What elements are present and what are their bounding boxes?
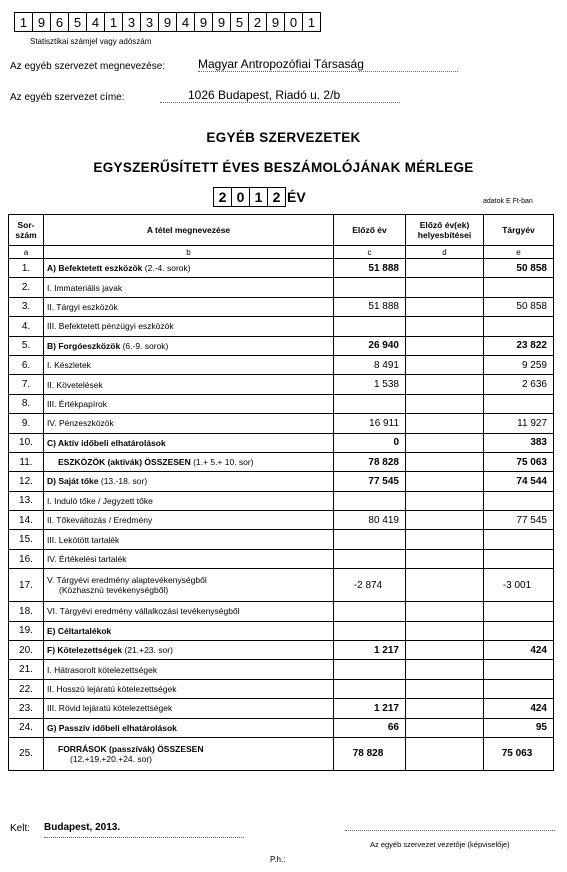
table-row: [9, 660, 554, 679]
row-current-year: 50 858: [484, 297, 554, 316]
row-label-text: (6.-9. sorok): [120, 340, 169, 351]
row-number: 6.: [9, 355, 44, 374]
letter-e: e: [484, 246, 554, 259]
row-prev-year: [334, 621, 406, 640]
row-label-text: V. Tárgyévi eredmény alaptevékenységből: [47, 575, 207, 586]
stat-digit: 6: [50, 13, 68, 31]
row-number: 14.: [9, 511, 44, 530]
row-number: 12.: [9, 472, 44, 491]
year-box: [213, 187, 286, 207]
row-correction: [406, 699, 484, 718]
row-label-bold: F) Kötelezettségek: [47, 645, 123, 656]
row-label-text: (21.+23. sor): [122, 645, 173, 656]
row-label-text: I. Immateriális javak: [47, 282, 123, 293]
row-prev-year: [334, 317, 406, 336]
year-digit: 1: [249, 188, 267, 206]
row-current-year: [484, 491, 554, 510]
row-label: [44, 259, 334, 278]
stat-digit: 1: [104, 13, 122, 31]
row-number: 4.: [9, 317, 44, 336]
stat-digit: 9: [266, 13, 284, 31]
table-row: [9, 278, 554, 297]
signer-label: Az egyéb szervezet vezetője (képviselője): [370, 840, 510, 849]
row-prev-year: 26 940: [334, 336, 406, 355]
row-prev-year: 16 911: [334, 414, 406, 433]
row-label: [44, 549, 334, 568]
stat-digit: 4: [86, 13, 104, 31]
kelt-label: Kelt:: [10, 823, 31, 834]
row-label-text: III. Lekötött tartalék: [47, 534, 120, 545]
row-label-bold: ESZKÖZÖK (aktívák) ÖSSZESEN: [58, 457, 191, 468]
row-current-year: 9 259: [484, 355, 554, 374]
row-label-bold: B) Forgóeszközök: [47, 340, 121, 351]
header-prev-year: Előző év: [334, 215, 406, 246]
org-name-label: Az egyéb szervezet megnevezése:: [10, 61, 166, 72]
row-label-bold: D) Saját tőke: [47, 476, 99, 487]
letter-c: c: [334, 246, 406, 259]
row-correction: [406, 355, 484, 374]
stat-number-box: [14, 12, 321, 32]
row-correction: [406, 278, 484, 297]
row-label-text: (2.-4. sorok): [142, 263, 191, 274]
row-current-year: [484, 660, 554, 679]
header-item-name: A tétel megnevezése: [44, 215, 334, 246]
row-label: [44, 660, 334, 679]
row-correction: [406, 375, 484, 394]
year-suffix: ÉV: [287, 189, 306, 205]
row-label-text: (13.-18. sor): [98, 476, 148, 487]
table-row: [9, 621, 554, 640]
row-number: 10.: [9, 433, 44, 452]
stat-digit: 3: [140, 13, 158, 31]
row-current-year: [484, 602, 554, 621]
unit-note: adatok E Ft-ban: [483, 198, 533, 205]
row-correction: [406, 259, 484, 278]
row-prev-year: 0: [334, 433, 406, 452]
row-label: [44, 375, 334, 394]
table-row: [9, 491, 554, 510]
header-row-no: Sor-szám: [9, 215, 44, 246]
row-correction: [406, 549, 484, 568]
row-label-text: I. Készletek: [47, 360, 91, 371]
row-prev-year: 78 828: [334, 737, 406, 770]
year-digit: 0: [231, 188, 249, 206]
header-corrections: Előző év(ek) helyesbítései: [406, 215, 484, 246]
row-correction: [406, 718, 484, 737]
row-current-year: 2 636: [484, 375, 554, 394]
row-label: [44, 355, 334, 374]
row-label: [44, 679, 334, 698]
stamp-label: P.h.:: [270, 855, 286, 864]
row-label: [44, 511, 334, 530]
table-row: [9, 414, 554, 433]
title-line1: EGYÉB SZERVEZETEK: [206, 130, 361, 145]
row-label-text: III. Értékpapírok: [47, 398, 107, 409]
table-row: [9, 336, 554, 355]
table-header-row: [9, 215, 554, 246]
row-current-year: 75 063: [484, 737, 554, 770]
table-row: [9, 259, 554, 278]
stat-digit: 9: [32, 13, 50, 31]
stat-digit: 4: [176, 13, 194, 31]
row-label: [44, 718, 334, 737]
row-label: [44, 336, 334, 355]
letter-a: a: [9, 246, 44, 259]
row-number: 8.: [9, 394, 44, 413]
stat-digit: 0: [284, 13, 302, 31]
row-prev-year: 51 888: [334, 297, 406, 316]
row-number: 16.: [9, 549, 44, 568]
row-correction: [406, 472, 484, 491]
row-label: [44, 433, 334, 452]
row-prev-year: 66: [334, 718, 406, 737]
row-number: 19.: [9, 621, 44, 640]
table-letter-row: [9, 246, 554, 259]
row-number: 2.: [9, 278, 44, 297]
table-row: [9, 679, 554, 698]
stat-digit: 3: [122, 13, 140, 31]
row-label: [44, 602, 334, 621]
row-correction: [406, 491, 484, 510]
org-address: 1026 Budapest, Riadó u. 2/b: [160, 88, 400, 103]
row-label-text: II. Követelések: [47, 379, 103, 390]
row-label: [44, 394, 334, 413]
row-correction: [406, 737, 484, 770]
row-label: [44, 414, 334, 433]
row-label-text: VI. Tárgyévi eredmény vállalkozási tevékenységből: [47, 606, 240, 617]
row-prev-year: 1 217: [334, 641, 406, 660]
table-row: [9, 718, 554, 737]
row-label: [44, 278, 334, 297]
row-current-year: 424: [484, 641, 554, 660]
org-address-label: Az egyéb szervezet címe:: [10, 92, 125, 103]
row-label-bold: G) Passzív időbeli elhatárolások: [47, 722, 177, 733]
row-label-bold: FORRÁSOK (passzívák) ÖSSZESEN: [58, 743, 204, 754]
table-row: [9, 602, 554, 621]
row-current-year: 11 927: [484, 414, 554, 433]
row-label: [44, 621, 334, 640]
row-label: [44, 317, 334, 336]
row-label: [44, 569, 334, 602]
row-prev-year: [334, 491, 406, 510]
row-prev-year: 78 828: [334, 452, 406, 471]
stat-digit: 1: [302, 13, 320, 31]
stat-digit: 9: [212, 13, 230, 31]
row-prev-year: [334, 602, 406, 621]
row-label-text: II. Tárgyi eszközök: [47, 301, 118, 312]
stat-digit: 2: [248, 13, 266, 31]
table-row: [9, 472, 554, 491]
row-label-sub: (Közhasznú tevékenységből): [59, 585, 169, 596]
letter-b: b: [44, 246, 334, 259]
row-label-sub: (12.+19.+20.+24. sor): [70, 753, 152, 764]
row-current-year: 95: [484, 718, 554, 737]
stat-digit: 9: [158, 13, 176, 31]
row-current-year: [484, 679, 554, 698]
row-number: 20.: [9, 641, 44, 660]
row-current-year: [484, 394, 554, 413]
table-row: [9, 699, 554, 718]
row-number: 23.: [9, 699, 44, 718]
row-current-year: [484, 317, 554, 336]
row-correction: [406, 452, 484, 471]
row-label-text: IV. Pénzeszközök: [47, 418, 114, 429]
row-number: 22.: [9, 679, 44, 698]
row-correction: [406, 317, 484, 336]
row-current-year: 75 063: [484, 452, 554, 471]
row-prev-year: 8 491: [334, 355, 406, 374]
year-digit: 2: [218, 189, 227, 205]
row-prev-year: [334, 278, 406, 297]
row-label-text: (1.+ 5.+ 10. sor): [190, 457, 254, 468]
table-row: [9, 394, 554, 413]
row-current-year: 74 544: [484, 472, 554, 491]
row-label: [44, 491, 334, 510]
row-correction: [406, 511, 484, 530]
row-correction: [406, 530, 484, 549]
row-prev-year: -2 874: [334, 569, 406, 602]
row-label-text: I. Hátrasorolt kötelezettségek: [47, 664, 158, 675]
row-prev-year: 77 545: [334, 472, 406, 491]
header-current-year: Tárgyév: [484, 215, 554, 246]
row-prev-year: [334, 660, 406, 679]
row-number: 18.: [9, 602, 44, 621]
table-row: [9, 511, 554, 530]
row-prev-year: [334, 530, 406, 549]
table-row: [9, 433, 554, 452]
table-row: [9, 737, 554, 770]
row-label: [44, 641, 334, 660]
table-row: [9, 549, 554, 568]
row-current-year: [484, 621, 554, 640]
row-label-text: II. Hosszú lejáratú kötelezettségek: [47, 684, 177, 694]
row-label: [44, 297, 334, 316]
row-number: 7.: [9, 375, 44, 394]
title-line2: EGYSZERŰSÍTETT ÉVES BESZÁMOLÓJÁNAK MÉRLEGE: [93, 160, 474, 175]
row-current-year: 23 822: [484, 336, 554, 355]
row-number: 11.: [9, 452, 44, 471]
table-row: [9, 452, 554, 471]
row-number: 25.: [9, 737, 44, 770]
row-prev-year: 80 419: [334, 511, 406, 530]
row-number: 21.: [9, 660, 44, 679]
row-number: 15.: [9, 530, 44, 549]
row-label: [44, 530, 334, 549]
row-number: 9.: [9, 414, 44, 433]
table-row: [9, 355, 554, 374]
row-correction: [406, 394, 484, 413]
row-current-year: -3 001: [484, 569, 554, 602]
row-prev-year: 1 217: [334, 699, 406, 718]
row-current-year: 50 858: [484, 259, 554, 278]
row-label-text: II. Tőkeváltozás / Eredmény: [47, 515, 153, 526]
row-prev-year: 1 538: [334, 375, 406, 394]
row-correction: [406, 602, 484, 621]
balance-table: [8, 214, 554, 771]
row-correction: [406, 660, 484, 679]
stat-digit: 5: [230, 13, 248, 31]
table-row: [9, 530, 554, 549]
row-correction: [406, 621, 484, 640]
row-correction: [406, 433, 484, 452]
table-row: [9, 317, 554, 336]
row-label: [44, 472, 334, 491]
row-label-bold: A) Befektetett eszközök: [47, 263, 143, 274]
row-label-text: III. Rövid lejáratú kötelezettségek: [47, 703, 173, 714]
row-current-year: [484, 278, 554, 297]
row-label: [44, 737, 334, 770]
row-label: [44, 452, 334, 471]
stat-number-label: Statisztikai számjel vagy adószám: [30, 37, 152, 46]
row-correction: [406, 297, 484, 316]
row-label: [44, 699, 334, 718]
row-label-text: IV. Értékelési tartalék: [47, 554, 127, 565]
row-correction: [406, 641, 484, 660]
row-correction: [406, 414, 484, 433]
signature-line: [345, 830, 555, 831]
row-number: 13.: [9, 491, 44, 510]
row-label-bold: C) Aktív időbeli elhatárolások: [47, 437, 166, 448]
row-prev-year: 51 888: [334, 259, 406, 278]
row-number: 5.: [9, 336, 44, 355]
row-current-year: [484, 549, 554, 568]
row-number: 24.: [9, 718, 44, 737]
stat-digit: 9: [194, 13, 212, 31]
stat-digit: 1: [19, 14, 28, 30]
row-current-year: 77 545: [484, 511, 554, 530]
stat-digit: 5: [68, 13, 86, 31]
row-prev-year: [334, 679, 406, 698]
row-prev-year: [334, 549, 406, 568]
kelt-value: Budapest, 2013.: [44, 822, 244, 838]
table-row: [9, 641, 554, 660]
row-label-text: III. Befektetett pénzügyi eszközök: [47, 321, 174, 332]
table-row: [9, 375, 554, 394]
row-correction: [406, 336, 484, 355]
row-number: 3.: [9, 297, 44, 316]
year-digit: 2: [267, 188, 285, 206]
row-number: 1.: [9, 259, 44, 278]
row-prev-year: [334, 394, 406, 413]
row-label-text: I. Induló tőke / Jegyzett tőke: [47, 495, 153, 506]
table-row: [9, 569, 554, 602]
letter-d: d: [406, 246, 484, 259]
table-row: [9, 297, 554, 316]
row-label-bold: E) Céltartalékok: [47, 625, 112, 636]
row-current-year: 424: [484, 699, 554, 718]
row-correction: [406, 679, 484, 698]
row-current-year: 383: [484, 433, 554, 452]
row-number: 17.: [9, 569, 44, 602]
row-current-year: [484, 530, 554, 549]
row-correction: [406, 569, 484, 602]
org-name: Magyar Antropozófiai Társaság: [198, 57, 458, 72]
